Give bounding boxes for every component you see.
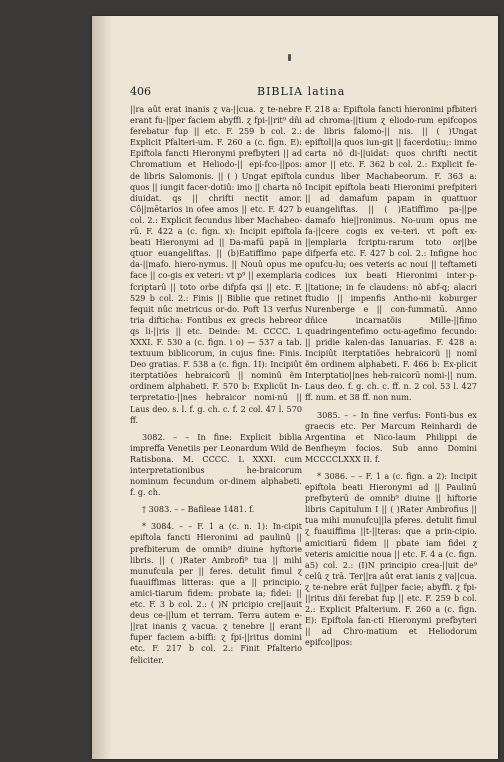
page-binding-shadow — [92, 16, 112, 759]
left-column — [130, 104, 302, 672]
entry-3086: * 3086. – – F. 1 a (c. fign. a 2): Incipit epiftola beati Hieronymi ad || Paulinū prefbyterū de omnib⁹ diuine || hiftorie libris Capitulum I || ( )Rater Ambrofius || tua mihi munufcu||la pferes. detulit fimul ɀ fuauiffima ||t-||teras: que a prin-cipio. amicitiarū fidem || pbate iam fidei ɀ veteris amicitie noua || etc. F. 4 a (c. fign. a5) col. 2.: (I)N principio crea-||uit de⁹ celû ɀ trā. Ter||ra aût erat ianis ɀ va||cua. ɀ te-nebre erāt fu||per facie; abyffi. ɀ fpi-||ritus dñi ferebat fup || etc. F. 259 b col. 2.: Explicit Pfalterium. F. 260 a (c. fign. E): Epiftola fan-cti Hieronymi prefbyteri || ad Chro-matium et Heliodorum epifco||pos: — [305, 471, 477, 648]
page-number: 406 — [130, 85, 151, 98]
right-column — [305, 104, 477, 655]
entry-3083: † 3083. – – Bafileae 1481. f. — [142, 504, 255, 515]
ink-mark — [288, 54, 291, 61]
entry-text: ||ra aût erat inanis ɀ va-||cua. ɀ te-nebre erant fu-||per faciem abyffi. ɀ fpi-||rit⁹ dñi ferebatur fup || etc. F. 259 b col. 2.: Explicit Pfalteri-um. F. 260 a (c. fign. E): Epiftola fancti Hieronymi prefbyteri || ad Chromatium et Heliodo-|| epi-fco-||pos: de libris Salomonis. || ( ) Ungat epiftola quos || iungit facer-dotiû: imo || charta nô diuidat. qs || chrifti nectit amor. Cô||mētarios in ofee amos || etc. F. 427 b col. 2.: Explicit fecundus liber Machabeo-rû. F. 422 a (c. fign. x): Incipit epiftola beati Hieronymi ad || Da-mafū papā in qtuor euangeliftas. || (b)Eatiffimo pape da-||mafo. hiero-nymus. || Nouû opus me face || co-gis ex veteri: vt p⁹ || exemplaria fcriptarû || toto orbe difpfa qsi || etc. F. 529 b col. 2.: Finis || Biblie que retinet fequit nûc metricus or-do. Poft 13 verfus tria difticha: Fontibus ex grecis hebreor qs li-||ris || etc. Deinde: M. CCCC. L XXXI. F. 530 a (c. fign. i o) — 537 a tab. textuum biblicorum, in cujus fine: Finis. Deo gratias. F. 538 a (c. fign. 1I): Incipiût iterptatiões hebraicorû || nominû ẽm ordinem alphabeti. F. 570 b: Explicüt In-terpretatio-||nes hebraicor nomi-nū || Laus deo. s. l. f. g. ch. c. f. 2 col. 47 l. 570 ff. — [130, 104, 302, 425]
entry-3082: 3082. – – In fine: Explicit biblia impreffa Venetiis per Leonardum Wild de Ratisbona. M. CCCC. L XXXI. cum interpretationibus he-braicorum nominum fecundum or-dinem alphabeti. f. g. ch. — [130, 431, 302, 498]
entry-text: F. 218 a: Epiftola fancti hieronimi pfbiteri ad chroma-||tium ɀ eliodo-rum epifcopos de libris falomo-|| nis. || ( )Ungat epiftol||a quos iun-git || facerdotiu;: immo carta nõ di-||uidat: quos chrifti nectit amor || etc. F. 362 b col. 2.: Explicit fe-cundus liber Machabeorum. F. 363 a: Incipit epiftola beati Hieronimi prefpiteri || ad damafum papam in quattuor euangeliftas. || ( )Eatiffimo pa-||pe damafo hie||ronimus. No-uum opus me fa-||cere cogis ex ve-teri. vt poft ex-||emplaria fcriptu-rarum toto or||be difperfa etc. F. 427 b col. 2.: Infigne hoc opufcu-lu; oes veteris ac noui || teftameti codices iux beati Hieronimi inter-p-||tatione; in fe claudens: nõ abf-q; alacri ftudio || impenfis Antho-nii koburger Nurenberge e || con-fummatū. Anno dñice incarnatõis Mille-||fimo quadringentefimo octu-agefimo fecundo: || pridie kalen-das Ianuarias. F. 428 a: Incipiût iterptatiões hebraicorũ || nomĩ ẽm ordinem alphabeti. F. 466 b: Ex-plicit Interptatio||nes heb-raicorū nomi-|| num. Laus deo. f. g. ch. c. ff. n. 2 col. 53 l. 427 ff. num. et 38 ff. non num. — [305, 104, 477, 403]
page-header — [92, 85, 498, 99]
book-page — [92, 16, 498, 759]
entry-3084: * 3084. – – F. 1 a (c. n. 1): In-cipit epiftola fancti Hieronimi ad paulinû || prefbiterum de omnib⁹ diuine hyftorie libris. || ( )Rater Ambrofi⁹ tua || mihi munufcula per || feres. detulit fimul ɀ fuauiffimas litteras: que a || principio. amici-tiarum fidem: probate ia; fidei: || etc. F. 3 b col. 2.: ( )N pricipio cre||auit deus ce-||lum et terram. Terra autem e-||rat inanis ɀ vacua. ɀ tenebre || erant fuper faciem a-biffi: ɀ fpi-||ritus domini etc. F. 217 b col. 2.: Finit Pfalterio feliciter. — [130, 521, 302, 665]
entry-3085: 3085. – – In fine verfus: Fonti-bus ex graecis etc. Per Marcum Reinhardi de Argentina et Nico-laum Philippi de Benfheym focios. Sub anno Domini MCCCCLXXX II. f. — [305, 409, 477, 464]
running-head: BIBLIA latina — [257, 85, 346, 98]
